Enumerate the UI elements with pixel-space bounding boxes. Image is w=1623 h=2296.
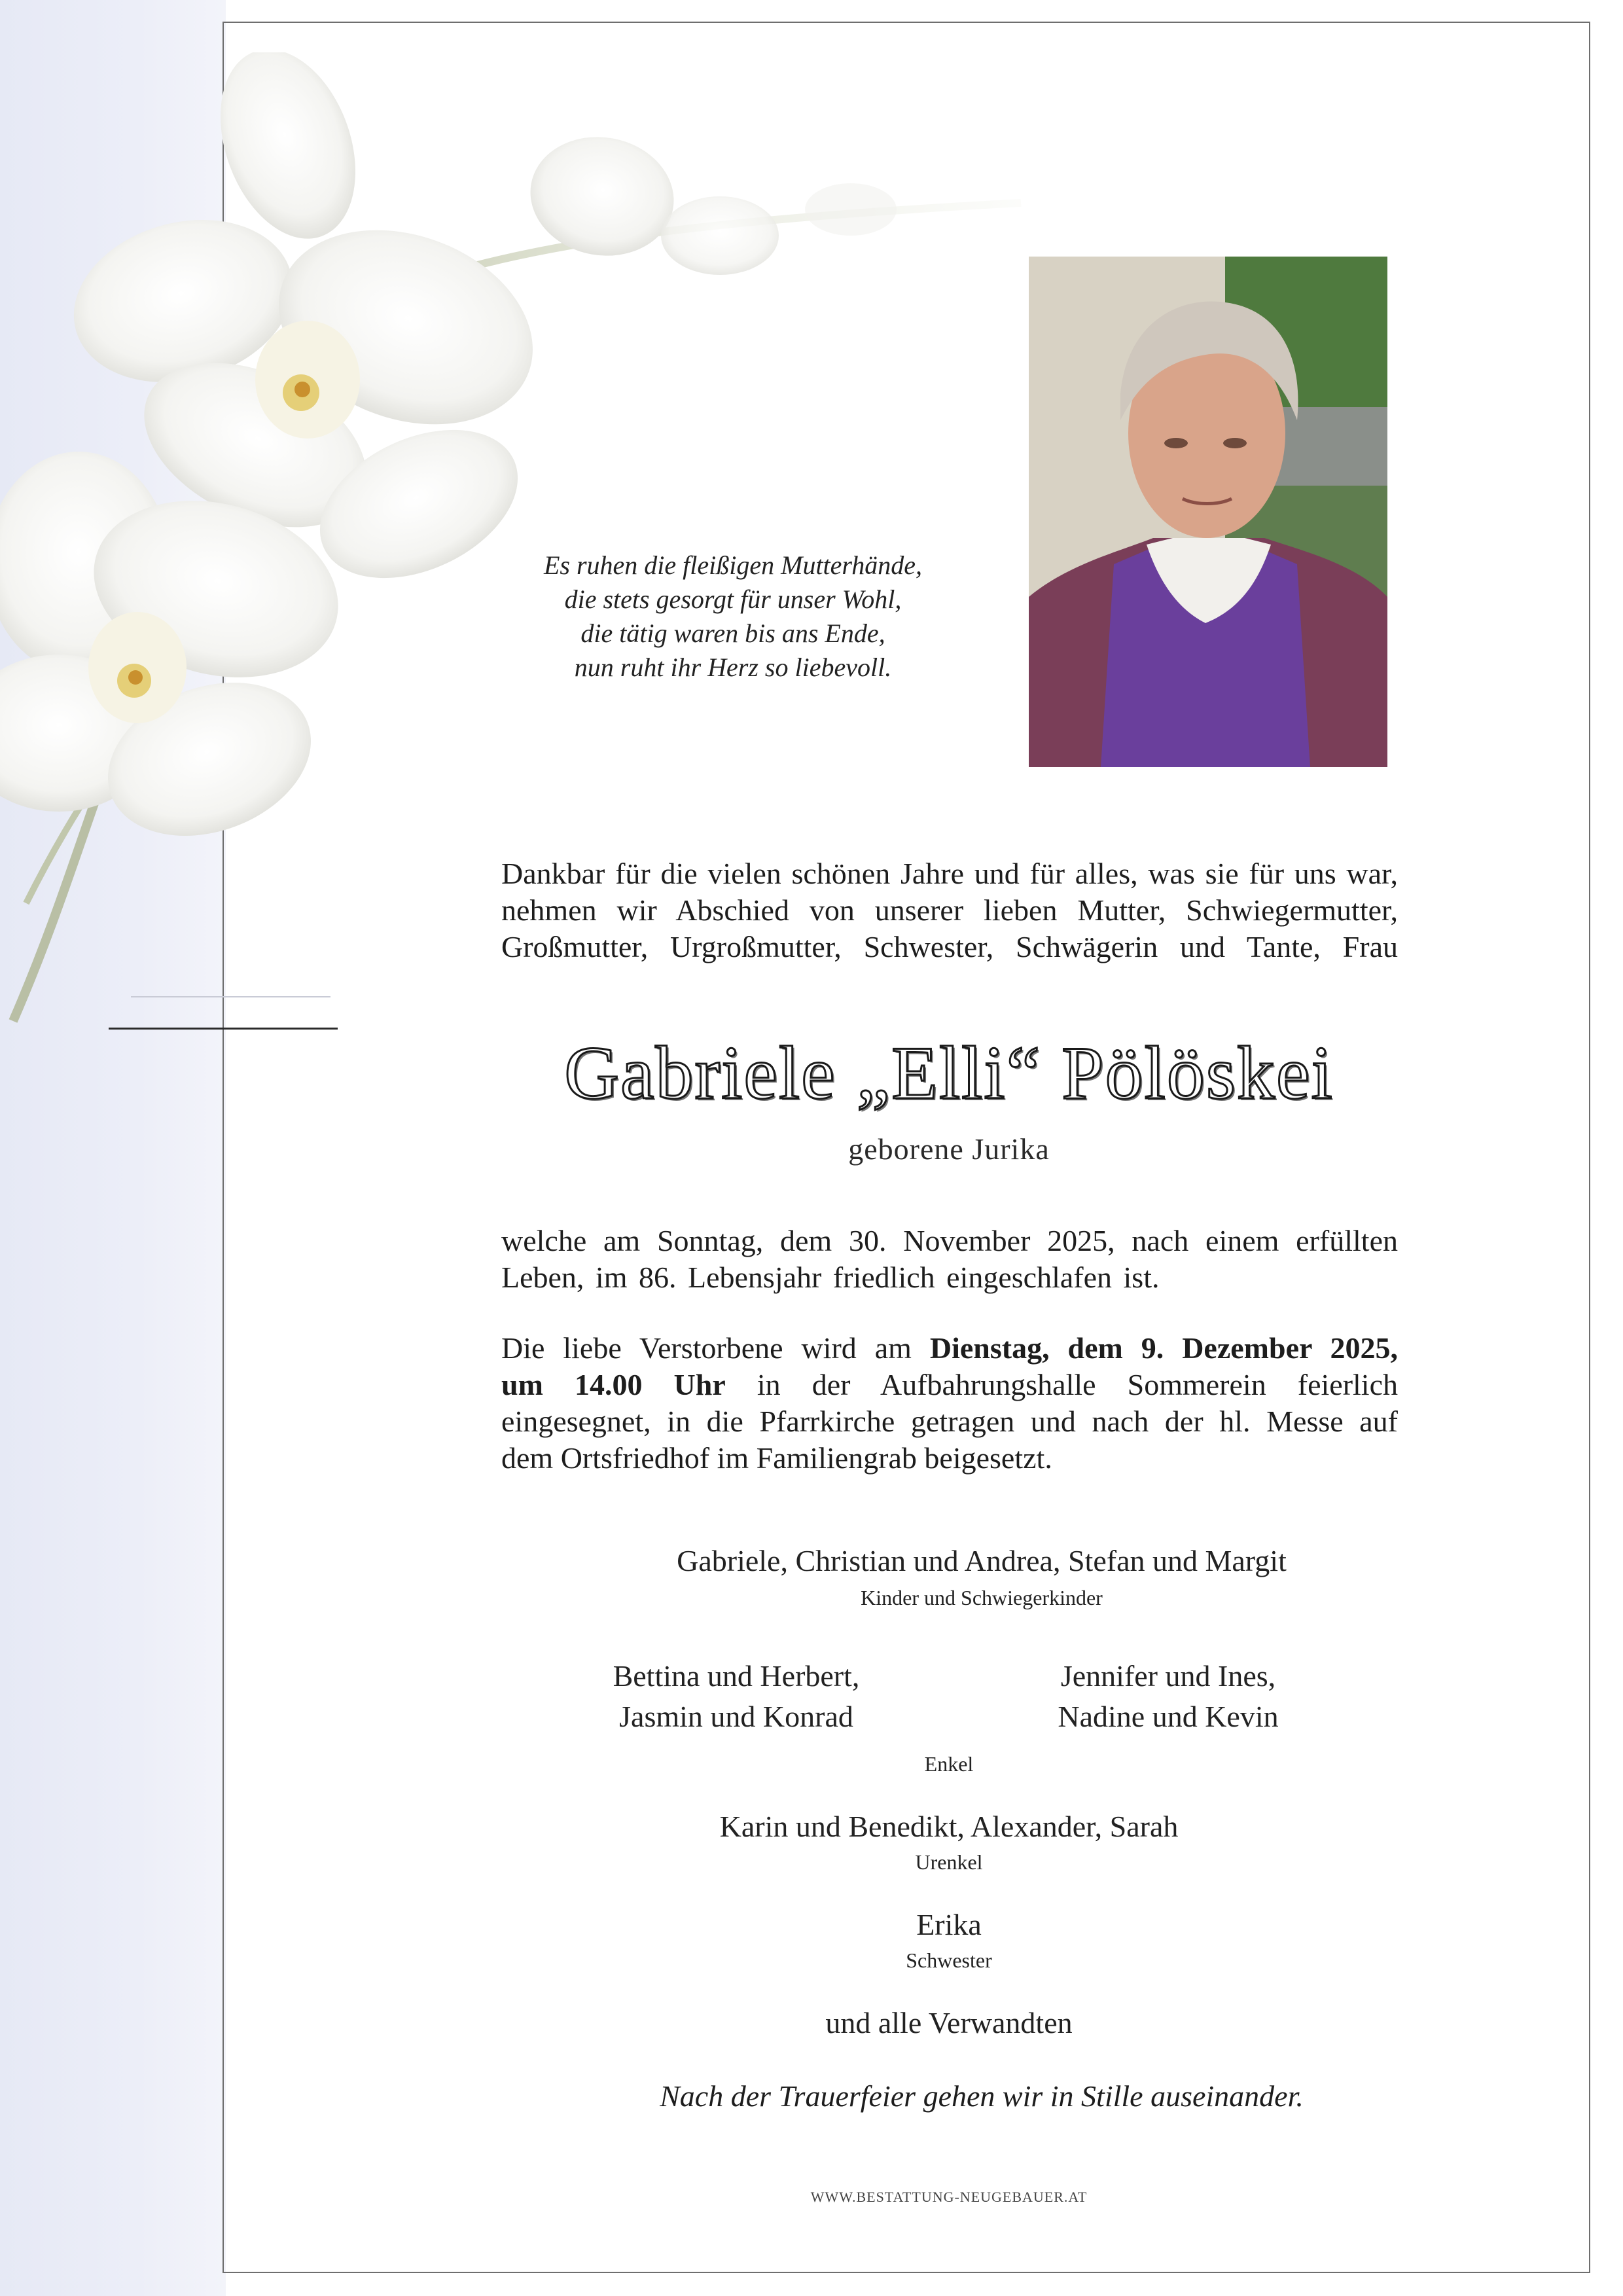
ceremony-location: in der Aufbahrungshalle Sommerein feierlich [725, 1368, 1399, 1401]
poem-line: die stets gesorgt für unser Wohl, [564, 584, 902, 614]
death-line: Leben, im 86. Lebensjahr friedlich eingeschlafen ist. [501, 1261, 1160, 1294]
portrait-photo [1029, 257, 1387, 767]
grandchildren-right [955, 1656, 1381, 1737]
website-footer: WWW.BESTATTUNG-NEUGEBAUER.AT [810, 2189, 1088, 2205]
death-notice [501, 1223, 1398, 1296]
intro-line: Großmutter, Urgroßmutter, Schwester, Schwägerin und Tante, Frau [501, 930, 1398, 963]
role-children: Kinder und Schwiegerkinder [861, 1586, 1103, 1609]
ceremony-date: Dienstag, dem 9. Dezember 2025, [929, 1331, 1399, 1365]
mourners-relatives: und alle Verwandten [825, 2006, 1073, 2039]
deceased-name: Gabriele „Elli“ Pölöskei [564, 1031, 1334, 1115]
ceremony-line-4: dem Ortsfriedhof im Familiengrab beigesetzt. [501, 1441, 1052, 1475]
grandchildren-right-line: Nadine und Kevin [1058, 1700, 1279, 1733]
grandchildren-left-line: Jasmin und Konrad [619, 1700, 853, 1733]
ceremony-line-2 [501, 1367, 1398, 1403]
ceremony-line-3: eingesegnet, in die Pfarrkirche getragen und nach der hl. Messe auf [501, 1405, 1398, 1438]
ceremony-pre: Die liebe Verstorbene wird am [501, 1331, 930, 1365]
grandchildren-left-line: Bettina und Herbert, [613, 1659, 860, 1693]
closing-line: Nach der Trauerfeier gehen wir in Stille auseinander. [660, 2079, 1304, 2113]
ceremony-line-1 [501, 1330, 1398, 1367]
death-line: welche am Sonntag, dem 30. November 2025, nach einem erfüllten [501, 1224, 1398, 1257]
ceremony-time: um 14.00 Uhr [501, 1368, 726, 1401]
grandchildren-left [524, 1656, 949, 1737]
role-great-grandchildren: Urenkel [915, 1850, 983, 1874]
poem-line: Es ruhen die fleißigen Mutterhände, [543, 550, 923, 580]
mourners-great-grandchildren: Karin und Benedikt, Alexander, Sarah [719, 1810, 1179, 1843]
ceremony-details [501, 1330, 1398, 1477]
mourners-sister: Erika [916, 1908, 982, 1941]
role-grandchildren: Enkel [924, 1752, 974, 1776]
poem-line: nun ruht ihr Herz so liebevoll. [574, 653, 892, 682]
poem-line: die tätig waren bis ans Ende, [580, 619, 885, 648]
intro-line: nehmen wir Abschied von unserer lieben Mutter, Schwiegermutter, [501, 893, 1398, 927]
maiden-name: geborene Jurika [848, 1132, 1050, 1166]
role-sister: Schwester [906, 1948, 992, 1972]
mourners-children: Gabriele, Christian und Andrea, Stefan und Margit [677, 1544, 1287, 1577]
intro-line: Dankbar für die vielen schönen Jahre und für alles, was sie für uns war, [501, 857, 1398, 890]
intro-paragraph [501, 855, 1398, 965]
memorial-poem [458, 548, 1008, 685]
grandchildren-right-line: Jennifer und Ines, [1060, 1659, 1276, 1693]
